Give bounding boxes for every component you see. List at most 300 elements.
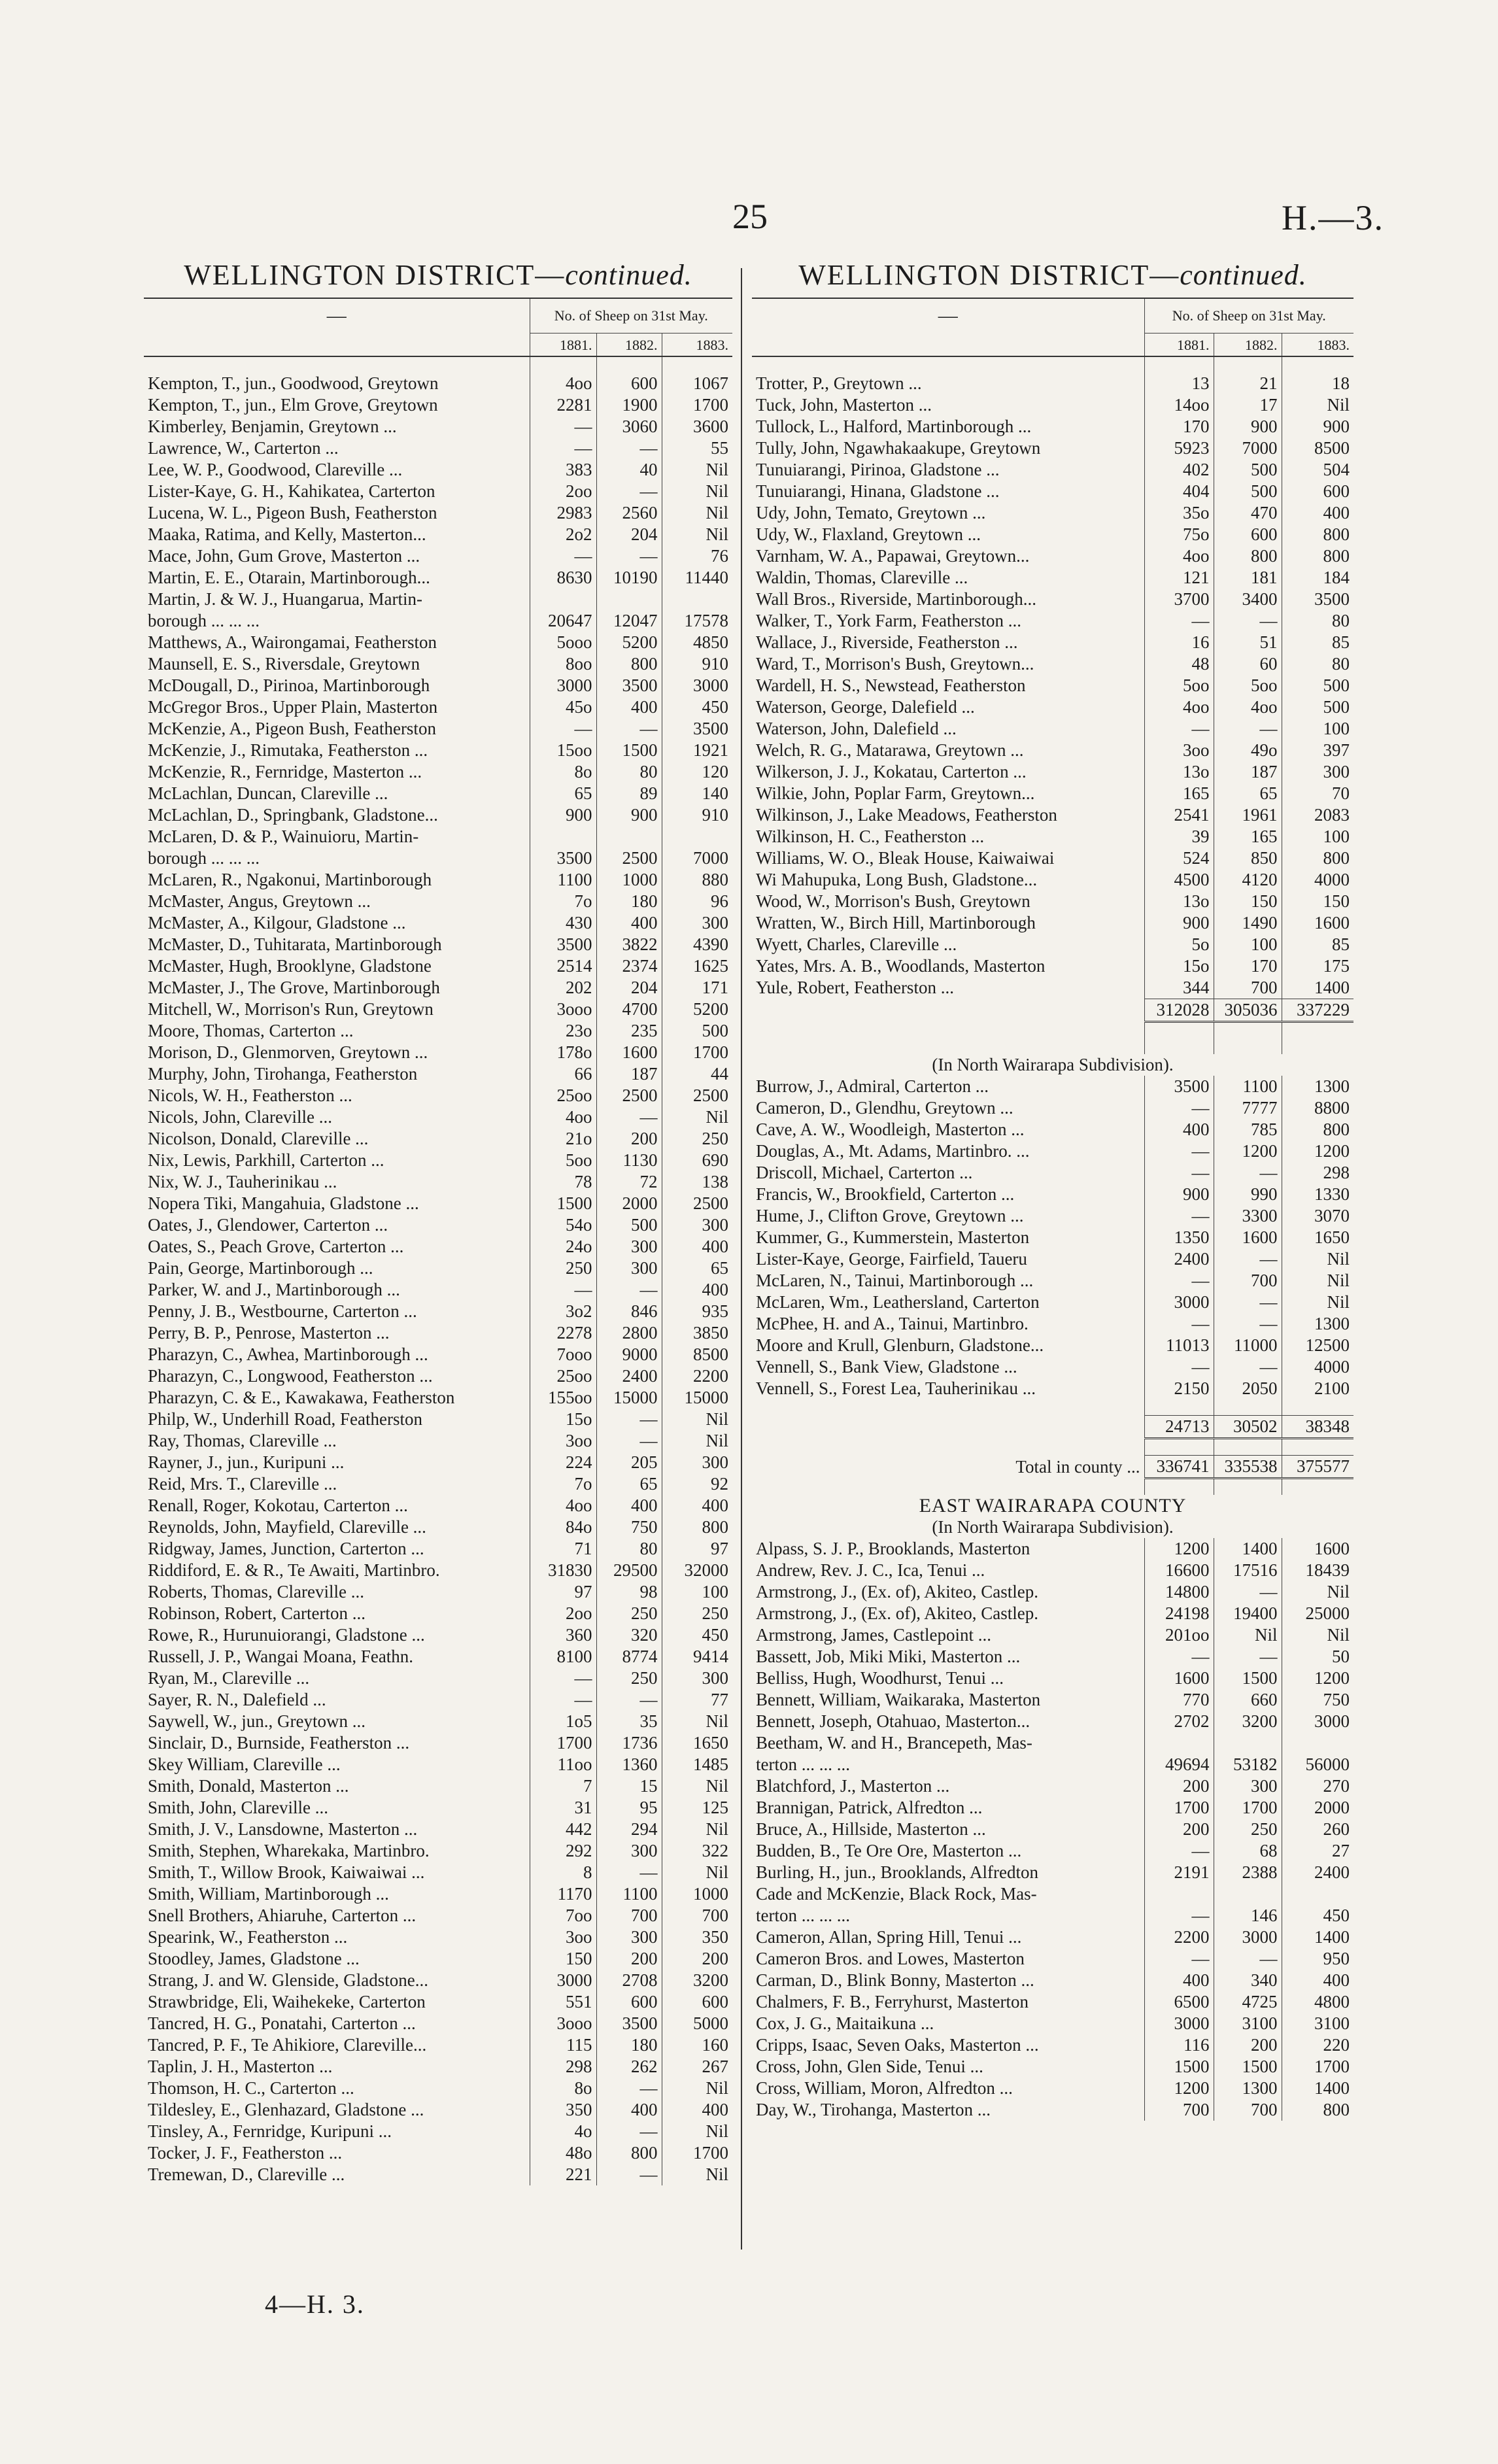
sheep-count-1882: 180: [596, 2034, 662, 2056]
table-row: [144, 696, 732, 718]
table-row: [144, 1516, 732, 1538]
sheep-count-1882: 300: [596, 1840, 662, 1862]
sheep-count-1882: 72: [596, 1171, 662, 1193]
station-name: Mace, John, Gum Grove, Masterton ...: [148, 546, 420, 566]
sheep-count-1882: 1700: [1214, 1797, 1282, 1819]
sheep-count-1882: 11000: [1214, 1335, 1282, 1356]
sheep-count-1882: 1300: [1214, 2078, 1282, 2099]
table-row: [144, 1495, 732, 1516]
station-name: Smith, William, Martinborough ...: [148, 1884, 389, 1904]
sheep-count-1883: 2083: [1282, 804, 1353, 826]
station-name: Douglas, A., Mt. Adams, Martinbro. ...: [756, 1141, 1030, 1161]
county-subdivision: [752, 1516, 1353, 1538]
right-heading-main: WELLINGTON DISTRICT—: [798, 259, 1180, 291]
sheep-count-1882: 2560: [596, 502, 662, 524]
sheep-count-1882: 250: [596, 1603, 662, 1624]
sheep-count-1883: 1921: [662, 740, 732, 761]
station-name: Cameron, Allan, Spring Hill, Tenui ...: [756, 1927, 1022, 1947]
sheep-count-1882: 2050: [1214, 1378, 1282, 1399]
county-total-row-label: Total in county ...: [1015, 1456, 1140, 1477]
sheep-count-1882: 10190: [596, 567, 662, 589]
station-name: Welch, R. G., Matarawa, Greytown ...: [756, 740, 1024, 760]
sheep-count-1883: 1300: [1282, 1313, 1353, 1335]
sheep-count-1883: 1700: [1282, 2056, 1353, 2078]
table-row: [144, 2142, 732, 2164]
table-row: [144, 1948, 732, 1970]
table-row: [752, 1205, 1353, 1227]
sheep-count-1883: 96: [662, 891, 732, 912]
sheep-count-1881: 7o: [530, 1473, 596, 1495]
station-name: Parker, W. and J., Martinborough ...: [148, 1280, 400, 1299]
footer-signature: 4—H. 3.: [265, 2289, 365, 2319]
station-name: Smith, Stephen, Wharekaka, Martinbro.: [148, 1841, 430, 1860]
table-row: [144, 481, 732, 502]
sheep-count-1881: 8: [530, 1862, 596, 1883]
station-name: Varnham, W. A., Papawai, Greytown...: [756, 546, 1030, 566]
sheep-count-1883: Nil: [1282, 1270, 1353, 1292]
sheep-count-1883: 910: [662, 804, 732, 826]
sheep-count-1882: 180: [596, 891, 662, 912]
sheep-count-1882: 2708: [596, 1970, 662, 1991]
right-header-group: No. of Sheep on 31st May.: [1144, 298, 1353, 334]
sheep-count-1882: 846: [596, 1301, 662, 1322]
sheep-count-1882: 235: [596, 1020, 662, 1042]
sheep-count-1881: [1144, 1883, 1214, 1905]
sheep-count-1883: 1067: [662, 373, 732, 394]
table-row: [144, 761, 732, 783]
sheep-count-1883: 1330: [1282, 1184, 1353, 1205]
station-name: Maaka, Ratima, and Kelly, Masterton...: [148, 524, 426, 544]
sheep-count-1882: 300: [1214, 1775, 1282, 1797]
table-row: [752, 481, 1353, 502]
sheep-count-1883: 18: [1282, 373, 1353, 394]
sheep-count-1882: 98: [596, 1581, 662, 1603]
sheep-count-1883: 450: [662, 1624, 732, 1646]
table-row: [752, 459, 1353, 481]
subtotal-row-b-value-1882: 30502: [1214, 1416, 1282, 1439]
sheep-count-1882: [1214, 1883, 1282, 1905]
sheep-count-1883: 300: [1282, 761, 1353, 783]
table-row: [144, 1020, 732, 1042]
sheep-count-1882: 1900: [596, 394, 662, 416]
sheep-count-1881: 116: [1144, 2034, 1214, 2056]
table-row: [144, 373, 732, 394]
sheep-count-1881: 16: [1144, 632, 1214, 653]
table-row: [144, 2034, 732, 2056]
station-name: Cross, William, Moron, Alfredton ...: [756, 2078, 1013, 2098]
sheep-count-1882: 19400: [1214, 1603, 1282, 1624]
station-name: Pain, George, Martinborough ...: [148, 1258, 373, 1278]
sheep-count-1882: 294: [596, 1819, 662, 1840]
table-row: [144, 2056, 732, 2078]
station-name: Cave, A. W., Woodleigh, Masterton ...: [756, 1120, 1025, 1139]
column-divider: [741, 268, 742, 2250]
sheep-count-1882: 3200: [1214, 1711, 1282, 1732]
table-row: [752, 2099, 1353, 2121]
table-row: [144, 1279, 732, 1301]
table-row: [752, 1840, 1353, 1862]
sheep-count-1881: 2oo: [530, 1603, 596, 1624]
table-row: [144, 2099, 732, 2121]
left-year-1881: 1881.: [530, 334, 596, 357]
sheep-count-1882: 250: [1214, 1819, 1282, 1840]
sheep-count-1883: 3100: [1282, 2013, 1353, 2034]
sheep-count-1882: 990: [1214, 1184, 1282, 1205]
table-row: [752, 502, 1353, 524]
sheep-count-1881: 178o: [530, 1042, 596, 1063]
sheep-count-1883: Nil: [662, 459, 732, 481]
sheep-count-1881: 65: [530, 783, 596, 804]
sheep-count-1883: 5200: [662, 999, 732, 1020]
sheep-count-1881: 5923: [1144, 437, 1214, 459]
sheep-count-1883: 76: [662, 545, 732, 567]
sheep-count-1882: 1400: [1214, 1538, 1282, 1560]
left-header-group: No. of Sheep on 31st May.: [530, 298, 732, 334]
sheep-count-1881: 700: [1144, 2099, 1214, 2121]
sheep-count-1881: 5o: [1144, 934, 1214, 955]
station-name: Riddiford, E. & R., Te Awaiti, Martinbro.: [148, 1560, 440, 1580]
sheep-count-1882: 89: [596, 783, 662, 804]
sheep-count-1882: 4700: [596, 999, 662, 1020]
station-name: Burling, H., jun., Brooklands, Alfredton: [756, 1862, 1038, 1882]
table-row: [144, 912, 732, 934]
table-row: [752, 1991, 1353, 2013]
station-name: Pharazyn, C., Awhea, Martinborough ...: [148, 1344, 428, 1364]
sheep-count-1882: 2388: [1214, 1862, 1282, 1883]
sheep-count-1882: 600: [596, 1991, 662, 2013]
table-row: [144, 1775, 732, 1797]
sheep-count-1881: 400: [1144, 1119, 1214, 1140]
station-name: McKenzie, J., Rimutaka, Featherston ...: [148, 740, 428, 760]
station-name: Kempton, T., jun., Elm Grove, Greytown: [148, 395, 438, 415]
table-row: [752, 977, 1353, 999]
sheep-count-1883: 4800: [1282, 1991, 1353, 2013]
station-name: Armstrong, J., (Ex. of), Akiteo, Castlep.: [756, 1603, 1038, 1623]
table-row: [144, 804, 732, 826]
table-row: [144, 1171, 732, 1193]
table-row: [144, 740, 732, 761]
station-name: Saywell, W., jun., Greytown ...: [148, 1711, 366, 1731]
sheep-count-1882: —: [596, 481, 662, 502]
sheep-count-1882: 400: [596, 696, 662, 718]
sheep-count-1883: 3200: [662, 1970, 732, 1991]
sheep-count-1882: 205: [596, 1452, 662, 1473]
sheep-count-1881: 2278: [530, 1322, 596, 1344]
station-name: Rowe, R., Hurunuiorangi, Gladstone ...: [148, 1625, 425, 1645]
table-row: [144, 1797, 732, 1819]
table-row: [752, 373, 1353, 394]
sheep-count-1883: 4000: [1282, 1356, 1353, 1378]
sheep-count-1883: 97: [662, 1538, 732, 1560]
sheep-count-1883: 500: [1282, 696, 1353, 718]
station-name: Martin, J. & W. J., Huangarua, Martin-: [148, 589, 422, 609]
subtotal-row-b-value-1883: 38348: [1282, 1416, 1353, 1439]
table-row: [752, 934, 1353, 955]
sheep-count-1882: 4oo: [1214, 696, 1282, 718]
sheep-count-1883: 12500: [1282, 1335, 1353, 1356]
table-row: [144, 1668, 732, 1689]
sheep-count-1881: 221: [530, 2164, 596, 2185]
sheep-count-1881: 298: [530, 2056, 596, 2078]
table-row: [752, 1603, 1353, 1624]
station-name: Tildesley, E., Glenhazard, Gladstone ...: [148, 2100, 424, 2119]
station-name: Skey William, Clareville ...: [148, 1754, 341, 1774]
subtotal-row-a-value-1883: 337229: [1282, 999, 1353, 1022]
station-name: McGregor Bros., Upper Plain, Masterton: [148, 697, 438, 717]
sheep-count-1883: 3070: [1282, 1205, 1353, 1227]
table-row: [752, 1292, 1353, 1313]
sheep-count-1881: 1700: [1144, 1797, 1214, 1819]
sheep-count-1883: 8800: [1282, 1097, 1353, 1119]
sheep-count-1881: 4oo: [530, 1106, 596, 1128]
table-row: [752, 1097, 1353, 1119]
sheep-count-1881: 224: [530, 1452, 596, 1473]
station-name: Williams, W. O., Bleak House, Kaiwaiwai: [756, 848, 1055, 868]
sheep-count-1881: 404: [1144, 481, 1214, 502]
station-name: Sayer, R. N., Dalefield ...: [148, 1690, 326, 1709]
sheep-count-1883: 56000: [1282, 1754, 1353, 1775]
sheep-count-1881: 155oo: [530, 1387, 596, 1409]
sheep-count-1883: 880: [662, 869, 732, 891]
sheep-count-1883: [662, 826, 732, 847]
sheep-count-1882: —: [596, 1279, 662, 1301]
station-name: Cross, John, Glen Side, Tenui ...: [756, 2057, 983, 2076]
sheep-count-1883: 200: [662, 1948, 732, 1970]
table-row: [144, 567, 732, 589]
station-name: Moore, Thomas, Carterton ...: [148, 1021, 354, 1040]
sheep-count-1882: —: [1214, 1162, 1282, 1184]
sheep-count-1882: 12047: [596, 610, 662, 632]
sheep-count-1882: —: [1214, 1356, 1282, 1378]
sheep-count-1881: [530, 826, 596, 847]
sheep-count-1881: 1200: [1144, 1538, 1214, 1560]
table-row: [144, 2013, 732, 2034]
sheep-count-1882: 5200: [596, 632, 662, 653]
sheep-count-1883: [1282, 1883, 1353, 1905]
sheep-count-1883: 120: [662, 761, 732, 783]
sheep-count-1883: 267: [662, 2056, 732, 2078]
station-name: Pharazyn, C. & E., Kawakawa, Featherston: [148, 1388, 455, 1407]
sheep-count-1883: 25000: [1282, 1603, 1353, 1624]
table-row: [752, 740, 1353, 761]
sheep-count-1881: 900: [530, 804, 596, 826]
sheep-count-1881: 350: [530, 2099, 596, 2121]
sheep-count-1882: 262: [596, 2056, 662, 2078]
subdivision-heading-text: (In North Wairarapa Subdivision).: [932, 1055, 1174, 1074]
station-name: McLaren, R., Ngakonui, Martinborough: [148, 870, 432, 889]
sheep-count-1881: 2oo: [530, 481, 596, 502]
sheep-count-1881: 4oo: [1144, 545, 1214, 567]
sheep-count-1883: Nil: [1282, 394, 1353, 416]
sheep-count-1883: 1200: [1282, 1140, 1353, 1162]
sheep-count-1882: 2800: [596, 1322, 662, 1344]
station-name: Renall, Roger, Kokotau, Carterton ...: [148, 1496, 408, 1515]
right-year-1882: 1882.: [1214, 334, 1282, 357]
sheep-count-1882: 7777: [1214, 1097, 1282, 1119]
sheep-count-1883: 4850: [662, 632, 732, 653]
sheep-count-1883: [662, 589, 732, 610]
sheep-count-1883: 1400: [1282, 1926, 1353, 1948]
station-name: Nicols, W. H., Featherston ...: [148, 1086, 352, 1105]
sheep-count-1882: —: [596, 2164, 662, 2185]
sheep-count-1881: 4oo: [530, 1495, 596, 1516]
table-row: [752, 761, 1353, 783]
sheep-count-1881: 25oo: [530, 1365, 596, 1387]
sheep-count-1882: 146: [1214, 1905, 1282, 1926]
station-name: Tancred, P. F., Te Ahikiore, Clareville...: [148, 2035, 427, 2055]
sheep-count-1883: 500: [662, 1020, 732, 1042]
table-row: [752, 1581, 1353, 1603]
sheep-count-1882: 150: [1214, 891, 1282, 912]
sheep-count-1883: 11440: [662, 567, 732, 589]
sheep-count-1881: 24198: [1144, 1603, 1214, 1624]
sheep-count-1883: 1650: [662, 1732, 732, 1754]
sheep-count-1882: 300: [596, 1236, 662, 1258]
sheep-count-1882: 8774: [596, 1646, 662, 1668]
sheep-count-1883: 1600: [1282, 1538, 1353, 1560]
sheep-count-1883: 800: [662, 1516, 732, 1538]
sheep-count-1881: 1700: [530, 1732, 596, 1754]
table-row: [752, 1754, 1353, 1775]
sheep-count-1883: 3500: [1282, 589, 1353, 610]
table-row: [144, 1689, 732, 1711]
table-row: [144, 891, 732, 912]
sheep-count-1882: 660: [1214, 1689, 1282, 1711]
station-name: Smith, John, Clareville ...: [148, 1798, 328, 1817]
sheep-count-1883: 2400: [1282, 1862, 1353, 1883]
table-row: [144, 675, 732, 696]
station-name: terton ... ... ...: [756, 1754, 850, 1774]
station-name: Waldin, Thomas, Clareville ...: [756, 568, 968, 587]
sheep-count-1881: 2150: [1144, 1378, 1214, 1399]
sheep-count-1881: 3500: [1144, 1076, 1214, 1097]
sheep-count-1881: 3oo: [530, 1926, 596, 1948]
table-row: [144, 1538, 732, 1560]
sheep-count-1882: 1000: [596, 869, 662, 891]
subdivision-heading: [752, 1054, 1353, 1076]
sheep-count-1883: 140: [662, 783, 732, 804]
sheep-count-1883: 298: [1282, 1162, 1353, 1184]
station-name: Day, W., Tirohanga, Masterton ...: [756, 2100, 991, 2119]
left-year-1882: 1882.: [596, 334, 662, 357]
station-name: Francis, W., Brookfield, Carterton ...: [756, 1184, 1015, 1204]
sheep-count-1881: 15o: [1144, 955, 1214, 977]
table-row: [144, 502, 732, 524]
sheep-count-1882: 500: [1214, 481, 1282, 502]
sheep-count-1883: 2200: [662, 1365, 732, 1387]
sheep-count-1882: 29500: [596, 1560, 662, 1581]
left-heading-main: WELLINGTON DISTRICT—: [184, 259, 566, 291]
sheep-count-1882: —: [596, 2121, 662, 2142]
sheep-count-1881: —: [530, 1689, 596, 1711]
table-row: [752, 804, 1353, 826]
sheep-count-1883: 1625: [662, 955, 732, 977]
sheep-count-1882: 200: [1214, 2034, 1282, 2056]
sheep-count-1881: 400: [1144, 1970, 1214, 1991]
sheep-count-1881: 442: [530, 1819, 596, 1840]
table-row: [752, 847, 1353, 869]
sheep-count-1881: 35o: [1144, 502, 1214, 524]
table-row: [752, 1948, 1353, 1970]
station-name: Oates, S., Peach Grove, Carterton ...: [148, 1237, 404, 1256]
sheep-count-1881: 1500: [530, 1193, 596, 1214]
sheep-count-1881: —: [530, 718, 596, 740]
sheep-count-1883: 800: [1282, 545, 1353, 567]
sheep-count-1882: 2000: [596, 1193, 662, 1214]
table-row: [752, 1140, 1353, 1162]
sheep-count-1882: 35: [596, 1711, 662, 1732]
sheep-count-1883: 1700: [662, 394, 732, 416]
station-name: Perry, B. P., Penrose, Masterton ...: [148, 1323, 390, 1343]
sheep-count-1881: 3ooo: [530, 999, 596, 1020]
sheep-count-1882: 1600: [596, 1042, 662, 1063]
sheep-count-1883: 1485: [662, 1754, 732, 1775]
sheep-count-1881: 4o: [530, 2121, 596, 2142]
station-name: Ryan, M., Clareville ...: [148, 1668, 310, 1688]
sheep-count-1883: 160: [662, 2034, 732, 2056]
sheep-count-1882: 900: [596, 804, 662, 826]
sheep-count-1883: Nil: [662, 1409, 732, 1430]
county-subdivision-text: (In North Wairarapa Subdivision).: [932, 1517, 1174, 1537]
sheep-count-1881: —: [1144, 1205, 1214, 1227]
table-row: [752, 1076, 1353, 1097]
sheep-count-1882: 320: [596, 1624, 662, 1646]
table-row: [752, 567, 1353, 589]
subtotal-row-a-label: [752, 999, 1144, 1022]
sheep-count-1881: 84o: [530, 1516, 596, 1538]
sheep-count-1882: 340: [1214, 1970, 1282, 1991]
table-row: [752, 1335, 1353, 1356]
table-row: [752, 632, 1353, 653]
station-name: Ward, T., Morrison's Bush, Greytown...: [756, 654, 1034, 674]
sheep-count-1882: 3000: [1214, 1926, 1282, 1948]
sheep-count-1881: —: [1144, 1646, 1214, 1668]
station-name: Nopera Tiki, Mangahuia, Gladstone ...: [148, 1193, 419, 1213]
sheep-count-1883: 935: [662, 1301, 732, 1322]
sheep-count-1882: 2374: [596, 955, 662, 977]
sheep-count-1881: —: [1144, 1140, 1214, 1162]
table-row: [144, 1862, 732, 1883]
sheep-count-1882: 3100: [1214, 2013, 1282, 2034]
sheep-count-1883: 910: [662, 653, 732, 675]
table-row: [144, 847, 732, 869]
station-name: Cameron, D., Glendhu, Greytown ...: [756, 1098, 1013, 1118]
sheep-count-1882: 40: [596, 459, 662, 481]
sheep-count-1881: —: [1144, 1905, 1214, 1926]
sheep-count-1883: 2500: [662, 1085, 732, 1106]
sheep-count-1883: 8500: [1282, 437, 1353, 459]
sheep-count-1883: 400: [662, 2099, 732, 2121]
sheep-count-1881: [1144, 1732, 1214, 1754]
subtotal-row-b: [752, 1416, 1353, 1439]
sheep-count-1881: —: [1144, 1097, 1214, 1119]
sheep-count-1882: —: [596, 545, 662, 567]
county-total-row: [752, 1456, 1353, 1479]
table-row: [752, 1356, 1353, 1378]
station-name: Alpass, S. J. P., Brooklands, Masterton: [756, 1539, 1030, 1558]
station-name: Strawbridge, Eli, Waihekeke, Carterton: [148, 1992, 426, 2011]
sheep-count-1883: 18439: [1282, 1560, 1353, 1581]
table-row: [752, 1248, 1353, 1270]
sheep-count-1881: 1o5: [530, 1711, 596, 1732]
sheep-count-1883: Nil: [662, 1106, 732, 1128]
table-row: [144, 977, 732, 999]
station-name: Tully, John, Ngawhakaakupe, Greytown: [756, 438, 1041, 458]
station-name: Cox, J. G., Maitaikuna ...: [756, 2013, 934, 2033]
station-name: Armstrong, James, Castlepoint ...: [756, 1625, 991, 1645]
sheep-count-1881: 4oo: [530, 373, 596, 394]
sheep-count-1881: 360: [530, 1624, 596, 1646]
